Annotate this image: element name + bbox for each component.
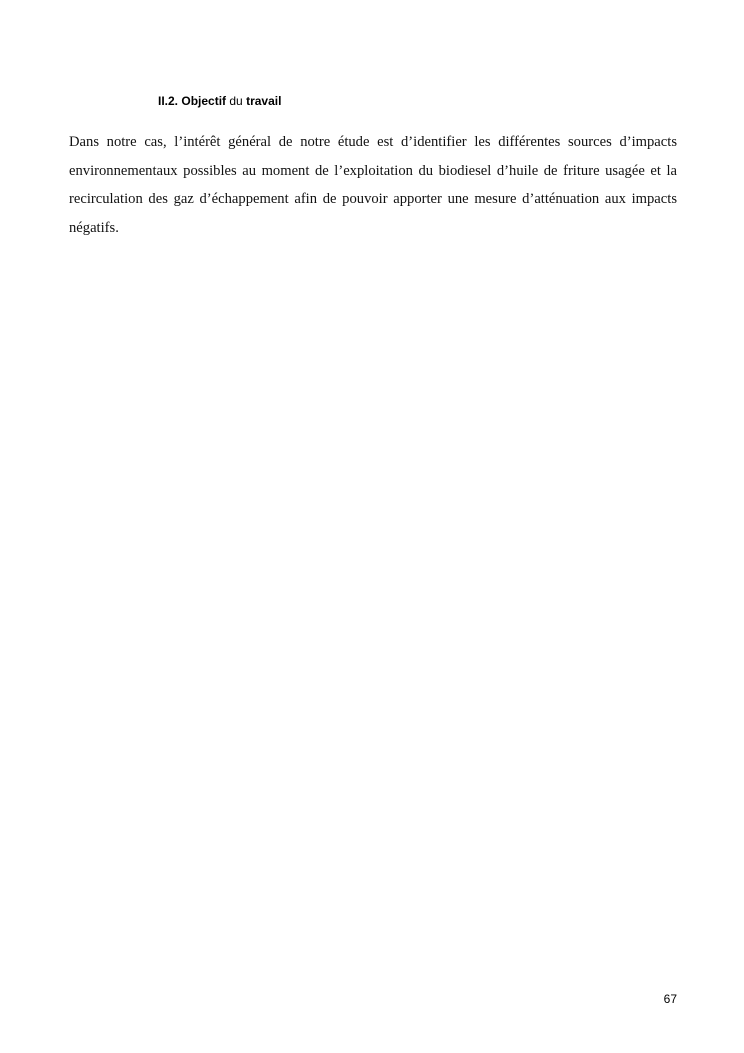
page-number: 67 — [663, 992, 677, 1006]
section-title-word-du: du — [229, 94, 243, 108]
section-number: II.2. — [158, 94, 179, 108]
body-paragraph: Dans notre cas, l’intérêt général de notre étude est d’identifier les différentes sources d’impacts environnementaux possibles au moment de l’exploitation du biodiesel d’huile de friture usagée et la recirculation des gaz d’échappement afin de pouvoir apporter une mesure d’atténuation aux impacts négatifs. — [69, 134, 677, 236]
section-title-word-travail: travail — [246, 94, 282, 108]
section-title-word-objectif: Objectif — [181, 94, 227, 108]
section-heading — [158, 94, 281, 108]
